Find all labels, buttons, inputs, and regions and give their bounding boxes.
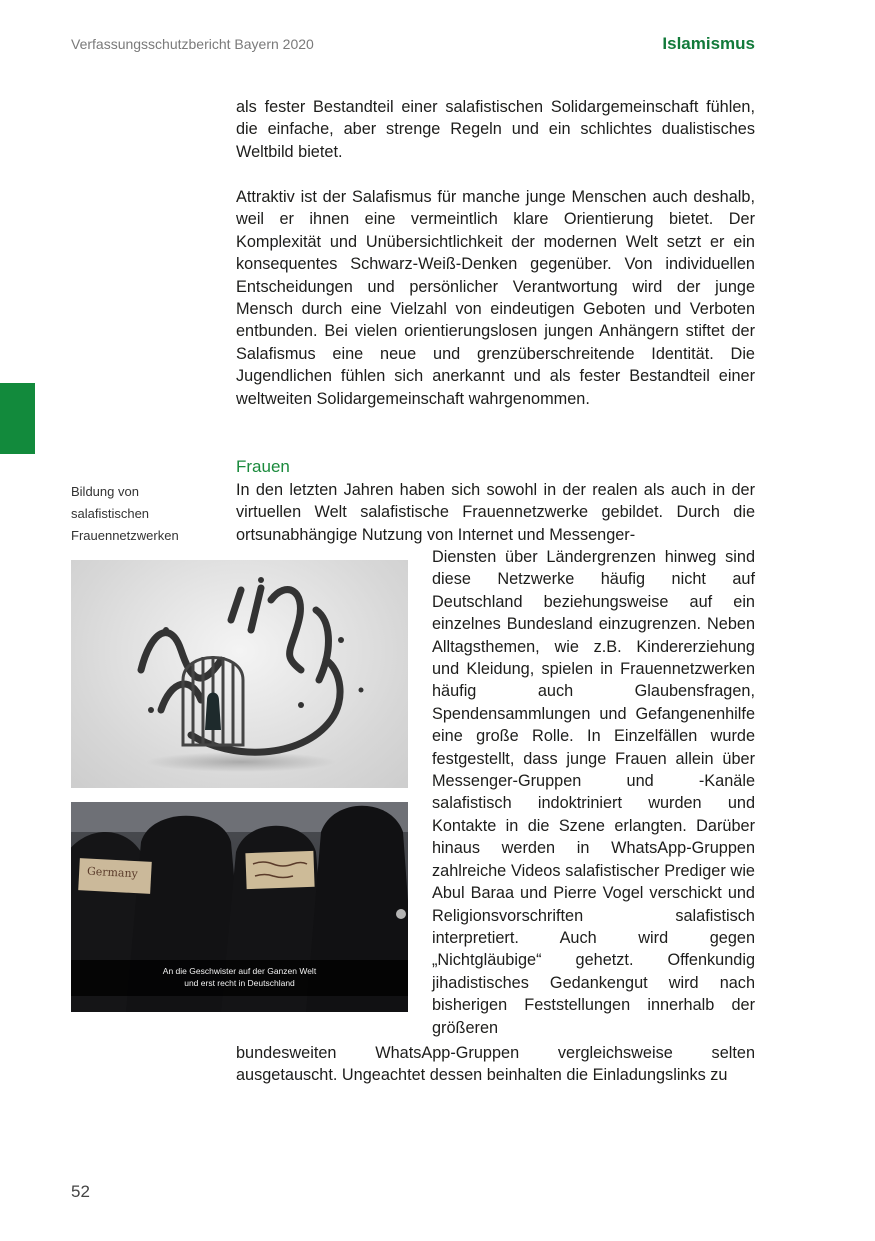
video-caption-bar <box>71 960 408 996</box>
paragraph-3-top: In den letzten Jahren haben sich sowohl in der realen als auch in der virtuellen Welt salafistische Frauennetzwerke gebildet. Durch die ortsunabhängige Nutzung von Internet und Messenger- <box>236 481 755 544</box>
caption-line-1: An die Geschwister auf der Ganzen Welt <box>162 966 317 976</box>
section-title: Islamismus <box>662 34 755 53</box>
caption-line-2: und erst recht in Deutschland <box>184 978 295 988</box>
video-still-image <box>71 802 408 1012</box>
section-heading-frauen: Frauen <box>236 457 290 476</box>
chapter-tab-marker <box>0 383 35 454</box>
margin-note: Bildung von salafistischen Frauennetzwerken <box>71 484 179 543</box>
calligraphy-graphic <box>71 560 408 788</box>
paragraph-1: als fester Bestandteil einer salafistischen Solidargemeinschaft fühlen, die einfache, aber strenge Regeln und ein schlichtes dualistisches Weltbild bietet. <box>236 98 755 161</box>
paragraph-2: Attraktiv ist der Salafismus für manche junge Menschen auch deshalb, weil er ihnen eine vermeintlich klare Orientierung bietet. Der Komplexität und Unübersichtlichkeit der modernen Welt setzt er ein konsequentes Schwarz-Weiß-Denken gegenüber. Von individuellen Entscheidungen und persönlicher Verantwortung wird der junge Mensch durch eine Vielzahl von eindeutigen Geboten und Verboten entbunden. Bei vielen orientierungslosen jungen Anhängern stiftet der Salafismus eine neue und grenzüberschreitende Identität. Die Jugendlichen fühlen sich anerkannt und als fester Bestandteil einer weltweiten Solidargemeinschaft wahrgenommen. <box>236 188 755 408</box>
sign-germany: Germany <box>86 864 139 881</box>
paragraph-3-side: Diensten über Ländergrenzen hinweg sind diese Netzwerke häufig nicht auf Deutschland beziehungsweise auf ein einzelnes Bundesland einzugrenzen. Neben Alltagsthemen, wie z.B. Kindererziehung und Kleidung, spielen in Frauennetzwerken häufig auch Glaubensfragen, Spendensammlungen und Gefangenenhilfe eine große Rolle. In Einzelfällen wurde festgestellt, dass junge Frauen allein über Messenger-Gruppen und -Kanäle salafistisch indoktriniert wurden und Kontakte in die Szene erlangten. Darüber hinaus werden in WhatsApp-Gruppen zahlreiche Videos salafistischer Prediger wie Abul Baraa und Pierre Vogel verschickt und Religionsvorschriften salafistisch interpretiert. Auch wird gegen „Nichtgläubige“ gehetzt. Offenkundig jihadistisches Gedankengut wird nach bisherigen Feststellungen innerhalb der größeren <box>432 548 755 1037</box>
running-header-title: Verfassungsschutzbericht Bayern 2020 <box>71 36 314 52</box>
calligraphy-cage-image <box>71 560 408 788</box>
paragraph-3-bottom: bundesweiten WhatsApp-Gruppen vergleichsweise selten ausgetauscht. Ungeachtet dessen beinhalten die Einladungslinks zu <box>236 1044 755 1085</box>
video-caption <box>71 965 408 989</box>
page-number: 52 <box>71 1182 90 1201</box>
